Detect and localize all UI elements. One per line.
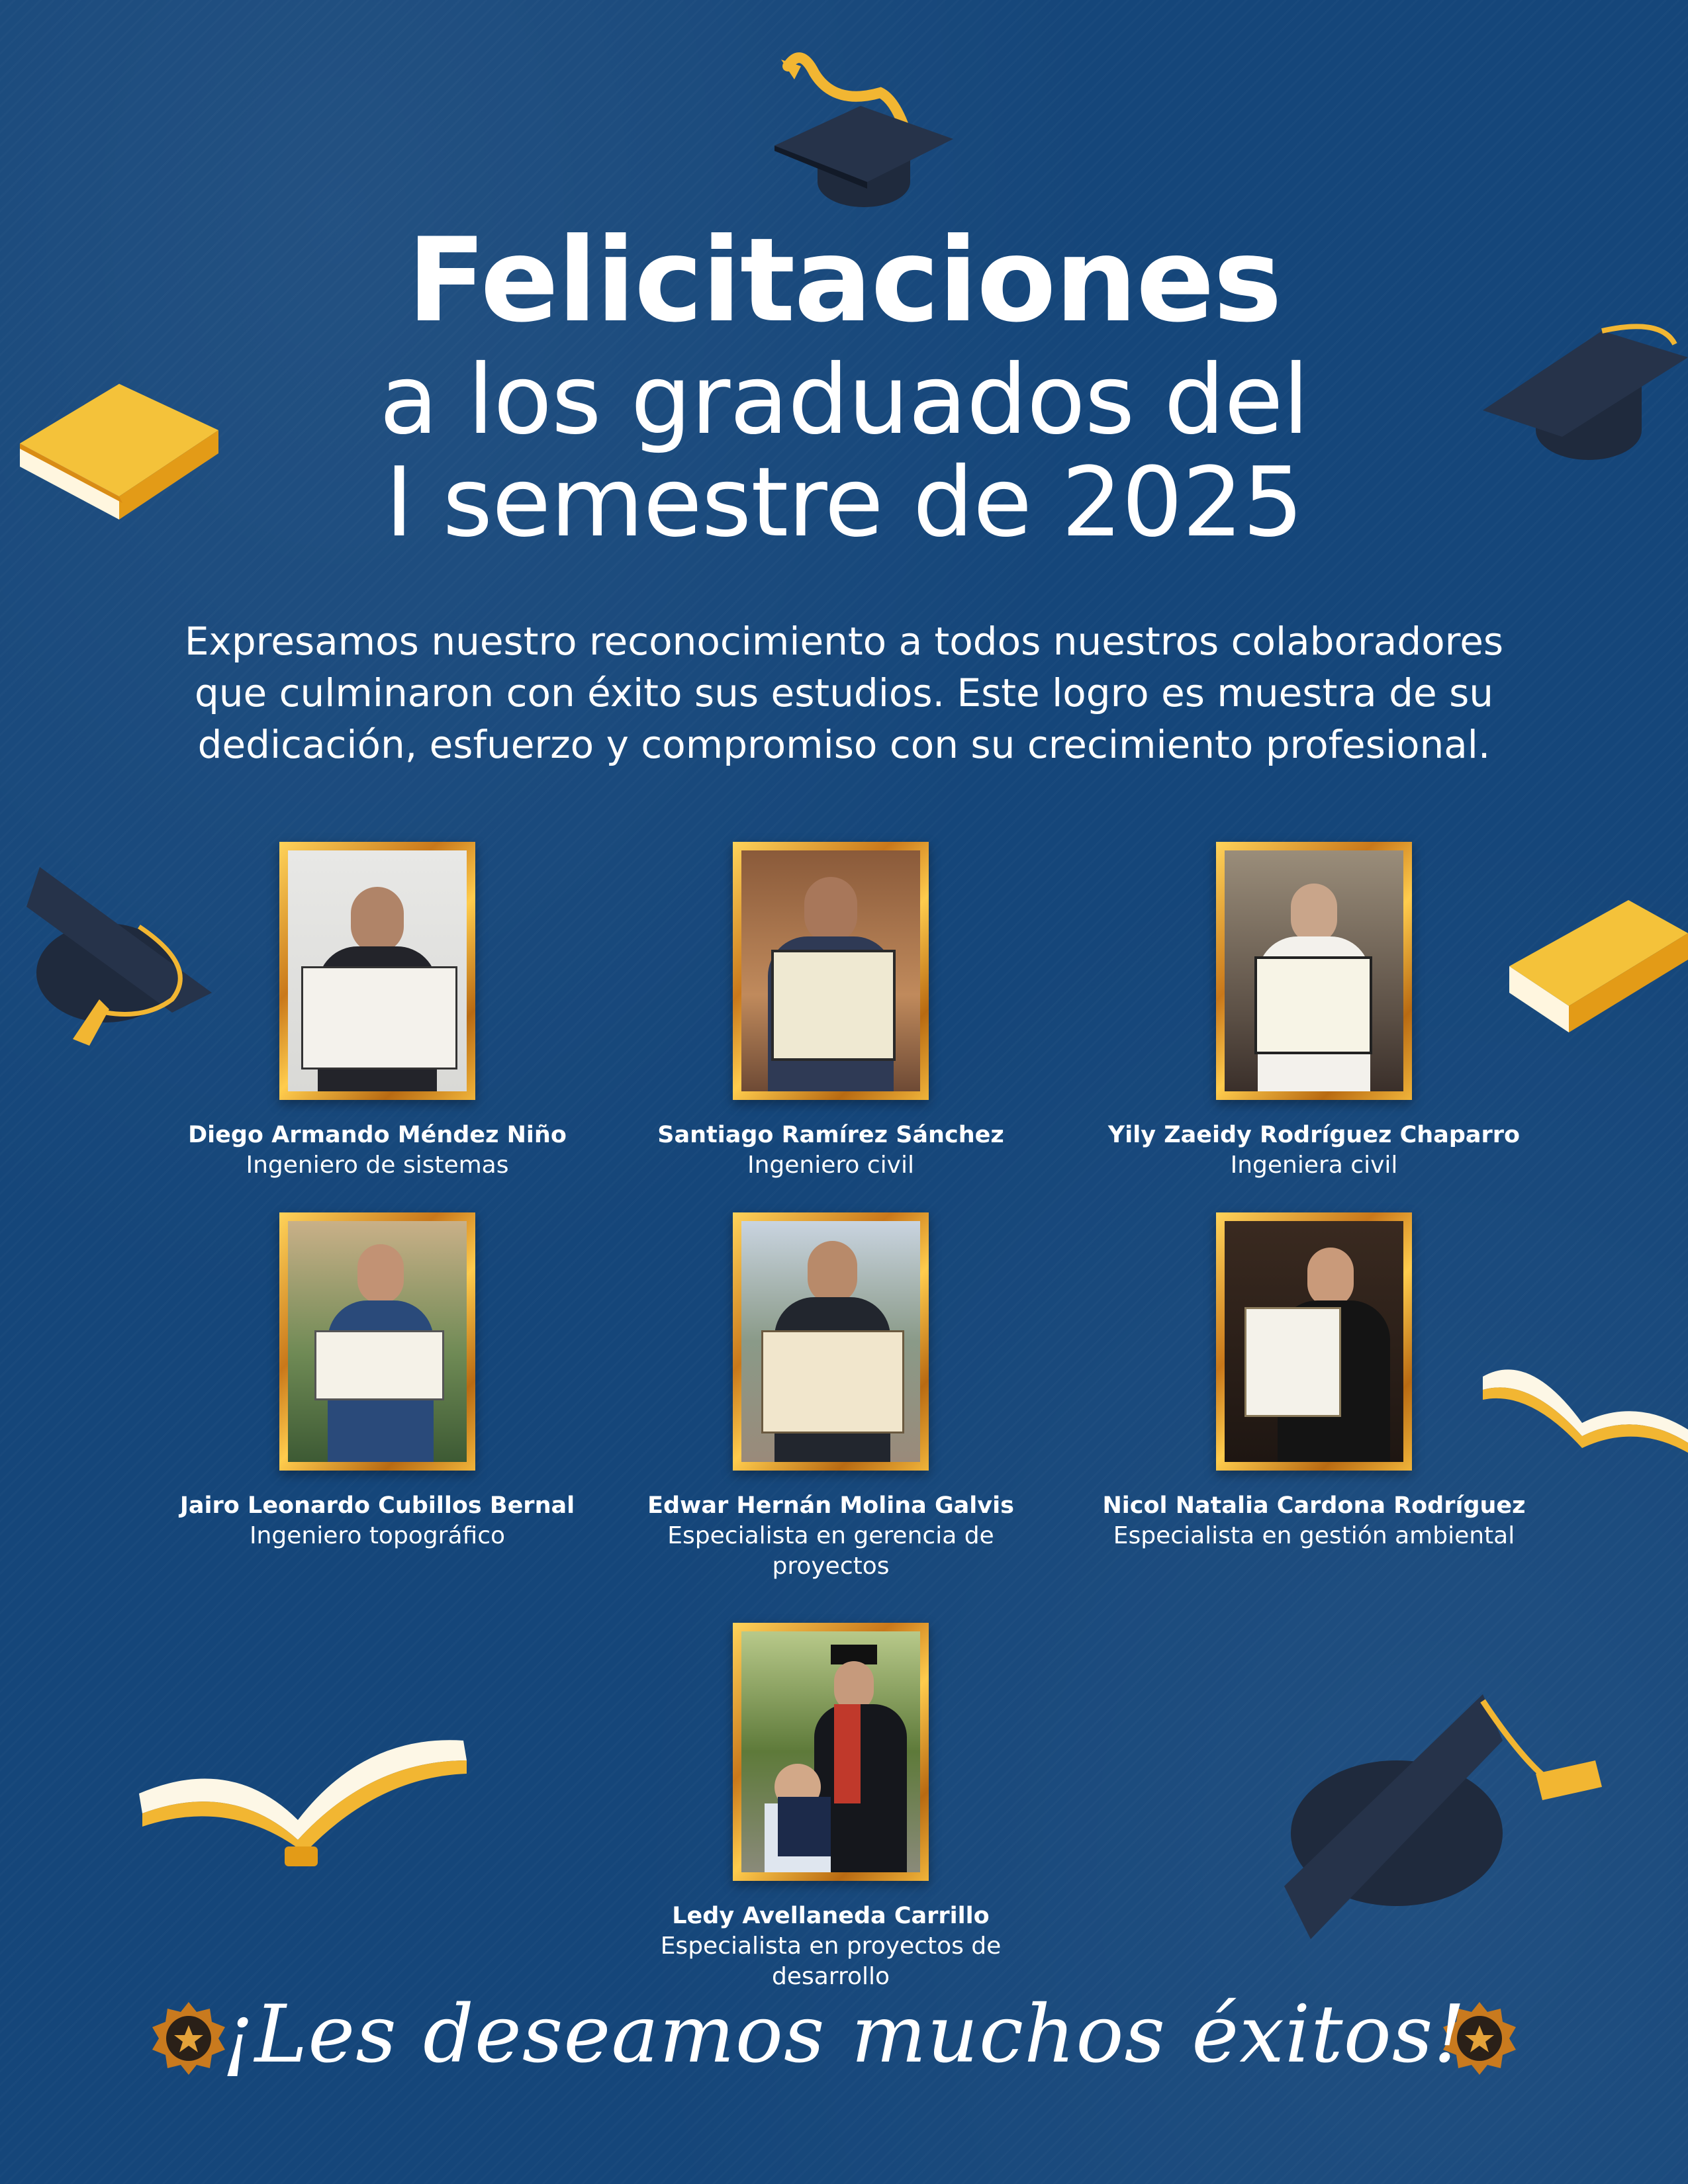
- graduate-role: Ingeniero de sistemas: [246, 1152, 509, 1179]
- intro-line: Expresamos nuestro reconocimiento a todos nuestros colaboradores: [184, 619, 1504, 664]
- closing-message: ¡Les deseamos muchos éxitos!: [222, 1989, 1466, 2081]
- graduate-role: Ingeniera civil: [1230, 1152, 1398, 1179]
- graduate-role: Especialista en gestión ambiental: [1113, 1522, 1515, 1549]
- graduate-role: Ingeniero civil: [747, 1152, 914, 1179]
- graduate-card: [1076, 1212, 1552, 1551]
- graduate-role: Especialista en proyectos de: [660, 1933, 1002, 1960]
- graduate-name: Nicol Natalia Cardona Rodríguez: [1102, 1492, 1526, 1519]
- graduate-photo: [1225, 1221, 1403, 1462]
- photo-frame: [279, 1212, 475, 1471]
- graduate-card: [1076, 842, 1552, 1181]
- graduate-name: Yily Zaeidy Rodríguez Chaparro: [1107, 1122, 1521, 1148]
- intro-paragraph: [66, 615, 1622, 770]
- graduation-cap-icon: [761, 46, 960, 218]
- photo-frame: [1216, 1212, 1412, 1471]
- graduate-photo: [1225, 850, 1403, 1091]
- subtitle-line-2: I semestre de 2025: [385, 447, 1303, 559]
- intro-line: que culminaron con éxito sus estudios. Este logro es muestra de su: [194, 670, 1494, 715]
- graduate-name: Diego Armando Méndez Niño: [188, 1122, 567, 1148]
- photo-frame: [279, 842, 475, 1100]
- graduation-cap-icon: [1271, 1681, 1615, 1946]
- graduate-role: Especialista en gerencia de: [667, 1522, 994, 1549]
- photo-frame: [1216, 842, 1412, 1100]
- graduate-card: [139, 1212, 616, 1551]
- graduate-name: Edwar Hernán Molina Galvis: [647, 1492, 1014, 1519]
- graduate-card: [592, 842, 1069, 1181]
- photo-frame: [733, 1212, 929, 1471]
- graduate-name: Santiago Ramírez Sánchez: [657, 1122, 1004, 1148]
- graduate-name: Ledy Avellaneda Carrillo: [672, 1903, 990, 1929]
- graduate-photo: [741, 1221, 920, 1462]
- graduate-photo: [288, 850, 467, 1091]
- graduate-role: Ingeniero topográfico: [249, 1522, 506, 1549]
- graduate-role-cont: desarrollo: [771, 1963, 890, 1990]
- photo-frame: [733, 842, 929, 1100]
- photo-frame: [733, 1623, 929, 1881]
- graduate-card: [592, 1212, 1069, 1582]
- graduate-photo: [741, 850, 920, 1091]
- subtitle-line-1: a los graduados del: [379, 344, 1309, 456]
- intro-line: dedicación, esfuerzo y compromiso con su crecimiento profesional.: [197, 722, 1491, 767]
- graduate-name: Jairo Leonardo Cubillos Bernal: [179, 1492, 575, 1519]
- graduate-photo: [288, 1221, 467, 1462]
- graduate-card: [139, 842, 616, 1181]
- graduate-card: [592, 1623, 1069, 1992]
- graduate-role-cont: proyectos: [772, 1553, 890, 1580]
- page-title: Felicitaciones: [407, 214, 1281, 348]
- graduate-photo: [741, 1631, 920, 1872]
- open-book-icon: [132, 1714, 477, 1886]
